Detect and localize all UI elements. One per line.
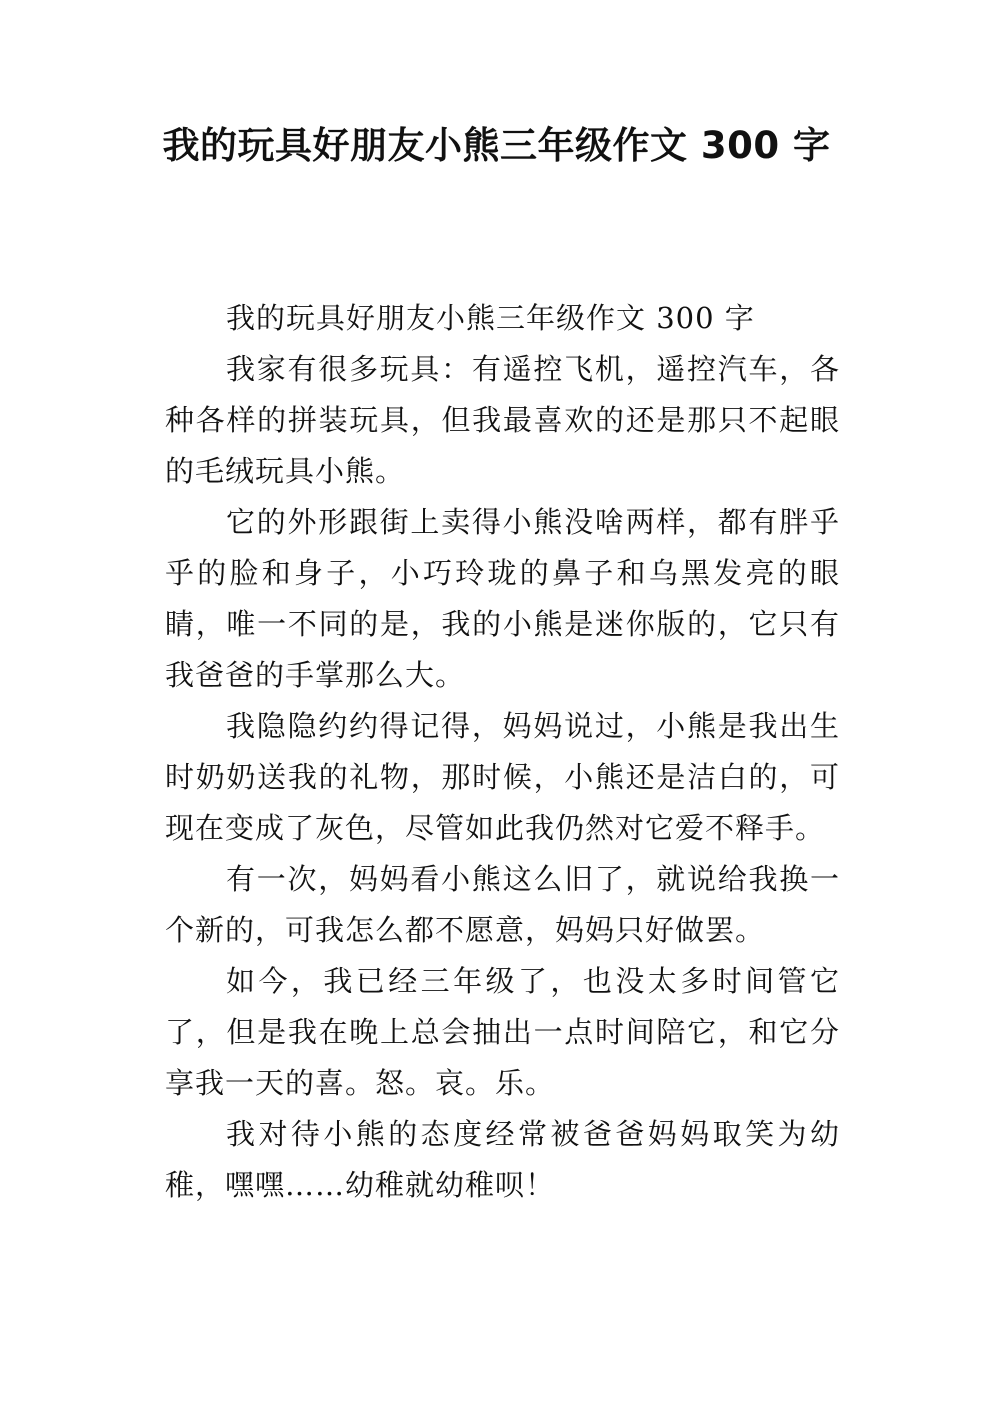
paragraph: 我家有很多玩具：有遥控飞机，遥控汽车，各种各样的拼装玩具，但我最喜欢的还是那只不起眼的毛绒玩具小熊。 bbox=[165, 352, 840, 488]
paragraph: 它的外形跟街上卖得小熊没啥两样，都有胖乎乎的脸和身子，小巧玲珑的鼻子和乌黑发亮的眼睛，唯一不同的是，我的小熊是迷你版的，它只有我爸爸的手掌那么大。 bbox=[165, 505, 840, 692]
paragraph-heading: 我的玩具好朋友小熊三年级作文 300 字 bbox=[226, 301, 755, 335]
paragraph: 我隐隐约约得记得，妈妈说过，小熊是我出生时奶奶送我的礼物，那时候，小熊还是洁白的，可现在变成了灰色，尽管如此我仍然对它爱不释手。 bbox=[165, 709, 840, 845]
paragraph: 有一次，妈妈看小熊这么旧了，就说给我换一个新的，可我怎么都不愿意，妈妈只好做罢。 bbox=[165, 862, 840, 947]
paragraph: 如今，我已经三年级了，也没太多时间管它了，但是我在晚上总会抽出一点时间陪它，和它分享我一天的喜。怒。哀。乐。 bbox=[165, 964, 840, 1100]
paragraph: 我对待小熊的态度经常被爸爸妈妈取笑为幼稚，嘿嘿……幼稚就幼稚呗！ bbox=[165, 1117, 840, 1202]
document-body bbox=[165, 293, 840, 1211]
document-title: 我的玩具好朋友小熊三年级作文 300 字 bbox=[162, 124, 831, 167]
